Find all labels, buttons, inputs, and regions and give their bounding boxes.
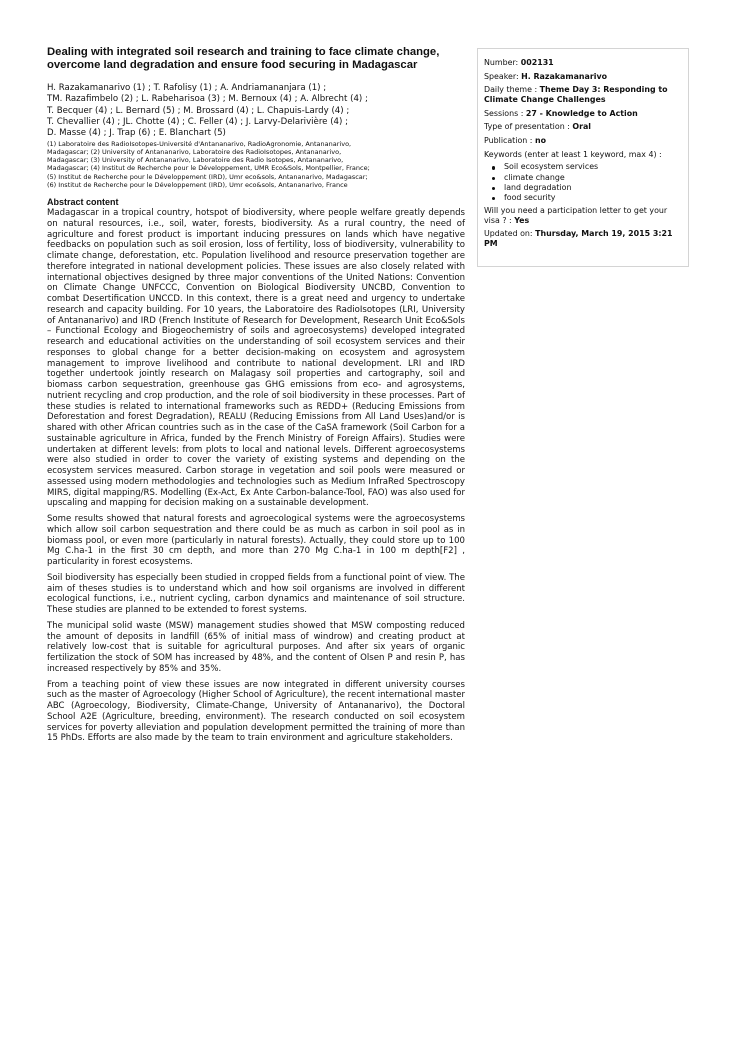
keyword-item: Soil ecosystem services [504,162,682,172]
page-title: Dealing with integrated soil research and training to face climate change, overcome land degradation and ensure food securing in Madagascar [47,46,440,72]
sessions-label: Sessions : [484,108,526,118]
author-line: D. Masse (4) ; J. Trap (6) ; E. Blanchart (5) [47,128,226,139]
abstract-heading: Abstract content [47,197,119,208]
visa-label: Will you need a participation letter to get your visa ? : [484,206,668,225]
abstract-paragraph: Madagascar in a tropical country, hotspot of biodiversity, where people welfare greatly depends on natural resources, i.e., soil, water, forests, biodiversity. As a rural country, the need of agriculture and forest product is important inducing pressures on lands which have negative feedbacks on population such as soil erosion, loss of fertility, loss of biodiversity, vulnerability to climate change, deforestation, etc. Population livelihood and resource preservation together are therefore integrated in national development policies. These issues are also closely related with international objectives designed by three major conventions of the United Nations: Convention on Climate Change UNFCCC, Convention on Biological Biodiversity UNCBD, Convention to combat Desertification UNCCD. In this context, there is a great need and urgency to undertake research and capacity building. For 10 years, the Laboratoire des RadioIsotopes (LRI, University of Antananarivo) and IRD (French Institute of Research for Development, Research Unit Eco&Sols – Functional Ecology and Biogeochemistry of soils and agroecosystems) developed integrated research and educational activities on the understanding of soil ecosystem services and their responses to global change for a better decision-making on ecosystem and agrosystem management to improve livelihood and contribute to national development. LRI and IRD together undertook jointly research on Malagasy soil properties and cartography, soil and biomass carbon sequestration, greenhouse gas GHG emissions from eco- and agrosystems, nutrient recycling and crop production, and the role of soil biodiversity in these processes. Part of these studies is related to international frameworks such as REDD+ (Reducing Emissions from Deforestation and forest Degradation), REALU (Reducing Emissions from All Land Uses)and/or is shared with other African countries such as in the case of the CaSA framework (Soil Carbon for a sustainable agriculture in Africa, funded by the French Ministry of Foreign Affairs). Studies were undertaken at different levels: from plots to local and national levels. Different agroecosystems were also studied in order to cover the variety of existing systems and depending on the ecosystem services measured. Carbon storage in vegetation and soil pools were measured or assessed using modern methodologies and technologies such as Medium InfraRed Spectroscopy MIRS, digital mapping/RS. Modelling (Ex-Act, Ex Ante Carbon-balance-Tool, FAO) was also used for upscaling and mapping for decision making on a sustainable development. [47,208,465,509]
affiliation-line: (6) Institut de Recherche pour le Développement (IRD), Umr eco&sols, Antananarivo, France [47,180,348,189]
updated-label: Updated on: [484,229,536,239]
abstract-paragraph: From a teaching point of view these issues are now integrated in different university courses such as the master of Agroecology (Higher School of Agriculture), the recent international master ABC (Agroecology, Biodiversity, Climate-Change, University of Antananarivo), the Doctoral School A2E (Agriculture, breeding, environment). The research conducted on soil ecosystem services for poverty alleviation and population development permitted the training of more than 15 PhDs. Efforts are also made by the team to train environment and agriculture stakeholders. [47,679,465,744]
presentation-type-row [484,122,682,132]
theme-label: Daily theme : [484,85,540,95]
publication-row [484,136,682,146]
affiliation-line: (1) Laboratoire des RadioIsotopes-Université d'Antananarivo, RadioAgronomie, Antananarivo, [47,139,352,148]
sessions-value: 27 - Knowledge to Action [525,108,638,118]
number-value: 002131 [520,58,554,67]
theme-row [484,85,682,104]
sessions-row [484,109,682,119]
abstract-main-column [47,46,465,749]
speaker-row [484,72,682,82]
number-label: Number: [484,58,521,67]
affiliation-line: (5) Institut de Recherche pour le Développement (IRD), Umr eco&sols, Antananarivo, Madagascar; [47,172,368,181]
publication-label: Publication : [484,136,535,146]
author-list [47,83,465,140]
metadata-panel [477,48,689,267]
updated-row [484,229,682,248]
speaker-label: Speaker: [484,71,522,81]
number-row [484,58,682,68]
publication-value: no [534,136,547,146]
updated-value: Thursday, March 19, 2015 3:21 PM [484,229,673,248]
keyword-item: food security [504,193,682,203]
abstract-paragraph: Soil biodiversity has especially been studied in cropped fields from a functional point of view. The aim of theses studies is to understand which and how soil organisms are involved in different ecological functions, i.e., nutrient cycling, carbon dynamics and maintenance of soil structure. These studies are planned to be extended to forest systems. [47,572,465,616]
visa-value: Yes [514,215,530,225]
affiliation-line: Madagascar; (2) University of Antananarivo, Laboratoire des RadioIsotopes, Antananarivo, [47,148,342,157]
presentation-type-label: Type of presentation : [484,122,573,132]
affiliation-list [47,140,465,189]
affiliation-line: Madagascar; (4) Institut de Recherche pour le Développement, UMR Eco&Sols, Montpellier, France; [47,164,370,173]
author-line: TM. Razafimbelo (2) ; L. Rabeharisoa (3) ; M. Bernoux (4) ; A. Albrecht (4) ; [47,94,368,105]
abstract-paragraph: The municipal solid waste (MSW) management studies showed that MSW composting reduced the amount of deposits in landfill (65% of initial mass of windrow) and creating product at relatively low-cost that is suitable for agricultural purposes. And after six years of organic fertilization the stock of SOM has increased by 48%, and the content of Olsen P and resin P, has increased respectively by 85% and 35%. [47,620,465,674]
theme-value: Theme Day 3: Responding to Climate Change Challenges [484,85,668,104]
keywords-row [484,150,682,160]
visa-row [484,206,682,225]
author-line: H. Razakamanarivo (1) ; T. Rafolisy (1) ; A. Andriamananjara (1) ; [47,82,327,93]
speaker-value: H. Razakamanarivo [521,71,608,81]
author-line: T. Becquer (4) ; L. Bernard (5) ; M. Brossard (4) ; L. Chapuis-Lardy (4) ; [47,105,350,116]
abstract-paragraph: Some results showed that natural forests and agroecological systems were the agroecosystems which allow soil carbon sequestration and there could be as much as carbon in soil pool as in biomass pool, or even more (particularly in natural forests). Actually, they could store up to 100 Mg C.ha-1 in the first 30 cm depth, and more than 270 Mg C.ha-1 in 100 m depth[F2] , particularity in forest ecosystems. [47,514,465,568]
keyword-item: land degradation [504,183,682,193]
keywords-label: Keywords (enter at least 1 keyword, max 4) : [484,149,662,159]
keyword-list [484,162,682,203]
presentation-type-value: Oral [572,122,592,132]
keyword-item: climate change [504,173,682,183]
author-line: T. Chevallier (4) ; JL. Chotte (4) ; C. Feller (4) ; J. Larvy-Delarivière (4) ; [47,117,348,128]
affiliation-line: Madagascar; (3) University of Antananarivo, Laboratoire des Radio Isotopes, Antananarivo, [47,156,344,165]
